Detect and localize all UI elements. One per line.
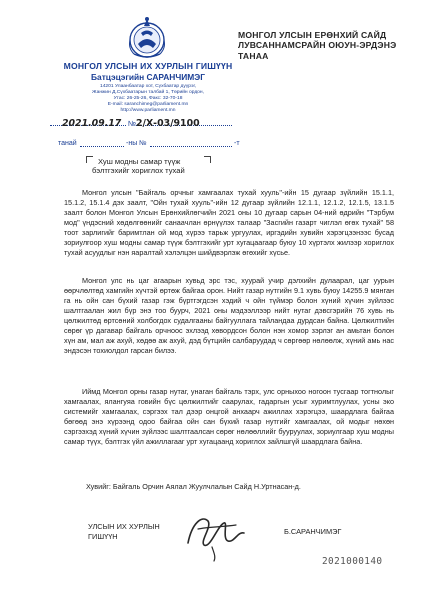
body-paragraph: Монгол улс нь цаг агаарын хувьд эрс тэс, хуурай учир дэлхийн дулаарал, цаг уурын өөрчлөлтөд хамгийн хүчтэй өртөж байгаа орон. Нийт газар нутгийн 9.1 хувь буюу 14255.9 мянган га нь ойн сан бүхий газар гэж бүртгэгдсэн хэдий ч ойн түймэр болон хүний хүчин зүйлээс шалтгаалан жил бүр энэ тоо буурч, 2021 оны мэдээллээр нийт нутаг дэвсгэрийн 76 хувь нь цөлжилтөд өртсөний холбогдох судалгааны байгууллага тайландаа дурдсан байна. Цөлжилтийн сөрөг үр дагавар байгаль орчноос эхлээд хөвордсон болон нэн хомор зэрлэг ан амьтан болон хүн ам, мал аж ахуй, хөдөө аж ахуй, дэд бүтцийн салбаруудад ч сөргөөр нөлөөлж, хүний амь нас эндэсэн тохиолдол гарсан билээ. xyxy=(64,276,394,355)
letterhead-member-name: Батцэцэгийн САРАНЧИМЭГ xyxy=(91,72,205,82)
letterhead-phone: Утас: 26-25-26, Факс: 32-70-18 xyxy=(113,96,183,101)
reference-number: 2/Х-03/9100 xyxy=(136,118,200,129)
recipient-line: ЛУВСАННАМСРАЙН ОЮУН-ЭРДЭНЭ xyxy=(238,40,397,51)
letterhead-website: http://www.parliament.mn xyxy=(120,108,176,113)
subject-line: Хуш модны самар түүж xyxy=(98,157,181,166)
subject xyxy=(90,157,200,175)
handwritten-signature xyxy=(178,503,256,563)
reference-date: 2021.09.17 xyxy=(62,118,122,129)
body-paragraph: Монгол улсын "Байгаль орчныг хамгаалах тухай хууль"-ийн 15 дугаар зүйлийн 15.1.1, 15.1.2, 15.1.4 дэх заалт, "Ойн тухай хууль"-ийн 12 дугаар зүйлийн 12.1.1, 12.1.2, 12.1.5, 13.1.5 заалт болон Монгол Улсын Ерөнхийлөгчийн 2021 оны 10 дугаар сарын 04-ний өдрийн "Тэрбум мод" үндэсний хөдөлгөөнийг санаачлан өрнүүлэх талаар "Засгийн газарт чиглэл өгөх тухай" 58 тоот зарлигийг баримтлан ой мод хүрээ тарьж ургуулах, иргэдийн хувийн хэрэгцээнээс бусад зориулгоор хуш модны самар түүж бэлтгэхийг урт хугацаагаар буюу 10 хүртэлх жилээр хориглох тухай асуудлыг нэн яаралтай хэлэлцэн шийдвэрлэж өгөхийг хүсье. xyxy=(64,188,394,257)
copy-to-line: Хувийг: Байгаль Орчин Аялал Жуулчлалын Сайд Н.Уртнасан-д. xyxy=(86,482,301,491)
signer-name: Б.САРАНЧИМЭГ xyxy=(284,527,342,536)
subject-bracket xyxy=(204,156,211,163)
tanai-label: танай xyxy=(58,140,77,147)
tanai-number-label: -ны № xyxy=(126,140,147,147)
state-emblem-icon xyxy=(122,14,172,60)
subject-line: бэлтгэхийг хориглох тухай xyxy=(92,166,185,176)
dotted-line xyxy=(80,146,124,147)
letterhead-org-name: МОНГОЛ УЛСЫН ИХ ХУРЛЫН ГИШҮҮН xyxy=(63,61,233,71)
recipient-block xyxy=(238,30,416,61)
body-paragraph: Иймд Монгол орны газар нутаг, унаган байгаль тэрх, улс орныхоо ногоон тусгаар тогтнолыг хамгаалах, ялангуяа говийн бүс цөлжилтийг саарулах, гадаргын усыг хуримтлуулах, усны эко системийг хамгаалах, сэргээх тал дээр онцгой анхаарч ажиллах хэрэгцээ, шаардлага байгаа бөгөөд энэ хүрээнд одоо байгаа ойн сан бүхий газар нутгийг хамгаалах, ой модыг нөхөн сэргээхэд хүний хүчин зүйлээс шалтгаалсан сөрөг нөлөөллийг бууруулах, зориулгаар хуш модны самар түүх, бэлтгэх үйл ажиллагааг урт хугацаанд хориглох зайлшгүй шаардлага байна. xyxy=(64,387,394,446)
registration-stamp-number: 2021000140 xyxy=(322,556,383,567)
letterhead-address-line: Жанжин Д.Сүхбаатарын талбай 1, Төрийн ордон, xyxy=(92,90,204,95)
recipient-line: МОНГОЛ УЛСЫН ЕРӨНХИЙ САЙД xyxy=(238,30,387,40)
signer-title: УЛСЫН ИХ ХУРЛЫН xyxy=(88,522,160,531)
reference-row xyxy=(50,118,240,132)
tanai-suffix: -т xyxy=(234,140,240,147)
tanai-reference-row xyxy=(50,140,240,152)
signer-title: ГИШҮҮН xyxy=(88,532,118,541)
letterhead-address-line: 14201 Улаанбаатар хот, Сүхбаатар дүүрэг, xyxy=(99,84,197,89)
dotted-line xyxy=(150,146,232,147)
recipient-line: ТАНАА xyxy=(238,50,269,61)
number-label: № xyxy=(128,119,137,128)
letterhead-email: E-mail: saranchimeg@parliament.mn xyxy=(107,102,189,107)
